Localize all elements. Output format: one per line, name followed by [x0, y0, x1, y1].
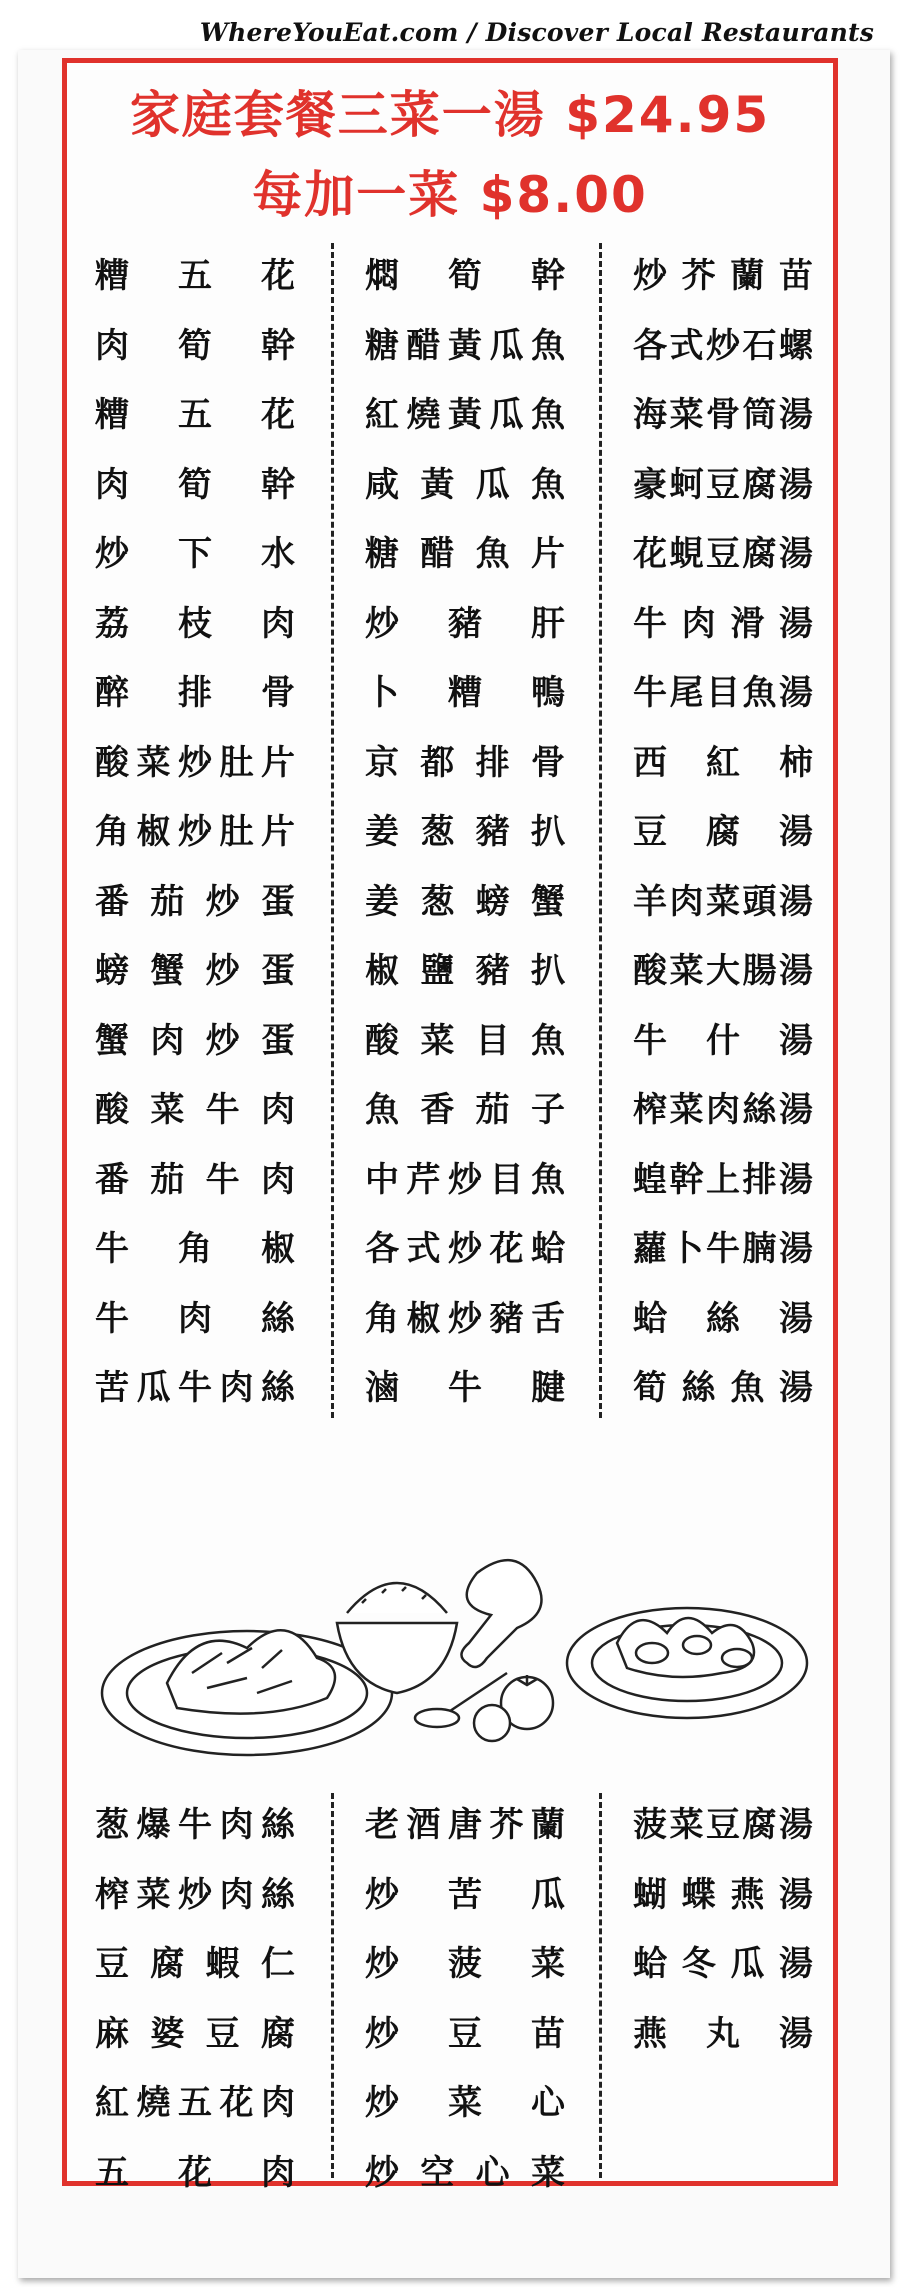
- dish-item: 糟 五 花: [95, 256, 295, 296]
- dish-item: 菠 菜 豆 腐 湯: [633, 1805, 813, 1845]
- dish-item: 姜 葱 螃 蟹: [365, 881, 565, 922]
- dish-item: 炒 豬 肝: [365, 603, 565, 644]
- dish-item: 滷 牛 腱: [365, 1368, 565, 1408]
- dish-item: 肉 筍 幹: [95, 325, 295, 366]
- menu-frame: [62, 58, 838, 2193]
- dish-item: 炒 芥 蘭 苗: [633, 256, 813, 296]
- dish-item: 羊 肉 菜 頭 湯: [633, 881, 813, 922]
- extra-dish-price: 每加一菜 $8.00: [252, 166, 648, 224]
- dish-item: 豆 腐 湯: [633, 812, 813, 852]
- dish-item: 蘿 卜 牛 腩 湯: [633, 1229, 813, 1269]
- dish-item: 蛤 絲 湯: [633, 1298, 813, 1339]
- dish-item: 糖 醋 黃 瓜 魚: [365, 325, 565, 366]
- dish-item: 筍 絲 魚 湯: [633, 1368, 813, 1408]
- dish-item: 糟 五 花: [95, 395, 295, 435]
- dish-item: 五 花 肉: [95, 2152, 295, 2193]
- column-divider: [331, 1793, 334, 2178]
- dish-item: 葱 爆 牛 肉 絲: [95, 1805, 295, 1845]
- dish-item: 角 椒 炒 肚 片: [95, 812, 295, 852]
- dish-item: 各 式 炒 花 蛤: [365, 1229, 565, 1269]
- dish-item: 炒 苦 瓜: [365, 1874, 565, 1915]
- dish-item: 花 蜆 豆 腐 湯: [633, 534, 813, 574]
- dish-item: 牛 角 椒: [95, 1229, 295, 1269]
- dish-item: 番 茄 炒 蛋: [95, 881, 295, 922]
- dish-item: 紅 燒 五 花 肉: [95, 2083, 295, 2123]
- dish-item: 炒 下 水: [95, 534, 295, 574]
- dish-item: 中 芹 炒 目 魚: [365, 1159, 565, 1200]
- column-divider: [331, 243, 334, 1418]
- dish-item: 酸 菜 大 腸 湯: [633, 951, 813, 991]
- family-set-title: 家庭套餐三菜一湯 $24.95: [129, 86, 771, 144]
- dish-item: 各 式 炒 石 螺: [633, 325, 813, 366]
- dish-item: 酸 菜 牛 肉: [95, 1090, 295, 1130]
- food-illustration: [97, 1513, 813, 1783]
- dish-item: 豪 蚵 豆 腐 湯: [633, 464, 813, 505]
- site-header: WhereYouEat.com / Discover Local Restaurants: [199, 18, 874, 47]
- dish-item: 椒 鹽 豬 扒: [365, 951, 565, 991]
- dish-item: 螃 蟹 炒 蛋: [95, 951, 295, 991]
- dish-item: 蝗 幹 上 排 湯: [633, 1159, 813, 1200]
- dish-item: 咸 黃 瓜 魚: [365, 464, 565, 505]
- dish-item: 酸 菜 目 魚: [365, 1020, 565, 1061]
- dish-item: 番 茄 牛 肉: [95, 1159, 295, 1200]
- dish-item: 紅 燒 黃 瓜 魚: [365, 395, 565, 435]
- dish-item: 豆 腐 蝦 仁: [95, 1944, 295, 1984]
- dish-item: 蟹 肉 炒 蛋: [95, 1020, 295, 1061]
- dish-item: 牛 肉 絲: [95, 1298, 295, 1339]
- dish-item: 牛 肉 滑 湯: [633, 603, 813, 644]
- chicken-drumstick-icon: [461, 1560, 541, 1667]
- column-divider: [599, 243, 602, 1418]
- dish-item: 榨 菜 肉 絲 湯: [633, 1090, 813, 1130]
- dish-item: 姜 葱 豬 扒: [365, 812, 565, 852]
- dish-item: 老 酒 唐 芥 蘭: [365, 1805, 565, 1845]
- dish-item: 榨 菜 炒 肉 絲: [95, 1874, 295, 1915]
- dish-item: 酸 菜 炒 肚 片: [95, 742, 295, 783]
- dish-item: 西 紅 柿: [633, 742, 813, 783]
- dish-item: 炒 空 心 菜: [365, 2152, 565, 2193]
- dish-item: 牛 尾 目 魚 湯: [633, 673, 813, 713]
- dish-item: 角 椒 炒 豬 舌: [365, 1298, 565, 1339]
- dish-item: 炒 菜 心: [365, 2083, 565, 2123]
- dish-item: 魚 香 茄 子: [365, 1090, 565, 1130]
- dish-item: 蝴 蝶 燕 湯: [633, 1874, 813, 1915]
- dish-item: 燜 筍 幹: [365, 256, 565, 296]
- tomato-icon: [474, 1675, 553, 1741]
- dish-item: 苦 瓜 牛 肉 絲: [95, 1368, 295, 1408]
- dish-item: 燕 丸 湯: [633, 2013, 813, 2054]
- dish-item: 肉 筍 幹: [95, 464, 295, 505]
- column-divider: [599, 1793, 602, 2178]
- dish-item: 炒 豆 苗: [365, 2013, 565, 2054]
- dish-item: 麻 婆 豆 腐: [95, 2013, 295, 2054]
- dish-item: 牛 什 湯: [633, 1020, 813, 1061]
- dish-item: 海 菜 骨 筒 湯: [633, 395, 813, 435]
- dish-item: 京 都 排 骨: [365, 742, 565, 783]
- mushroom-plate-icon: [567, 1608, 807, 1718]
- dish-item: 糖 醋 魚 片: [365, 534, 565, 574]
- dish-item: 醉 排 骨: [95, 673, 295, 713]
- dish-item: 荔 枝 肉: [95, 603, 295, 644]
- dish-item: 蛤 冬 瓜 湯: [633, 1944, 813, 1984]
- dish-item: 卜 糟 鴨: [365, 673, 565, 713]
- dish-item: 炒 菠 菜: [365, 1944, 565, 1984]
